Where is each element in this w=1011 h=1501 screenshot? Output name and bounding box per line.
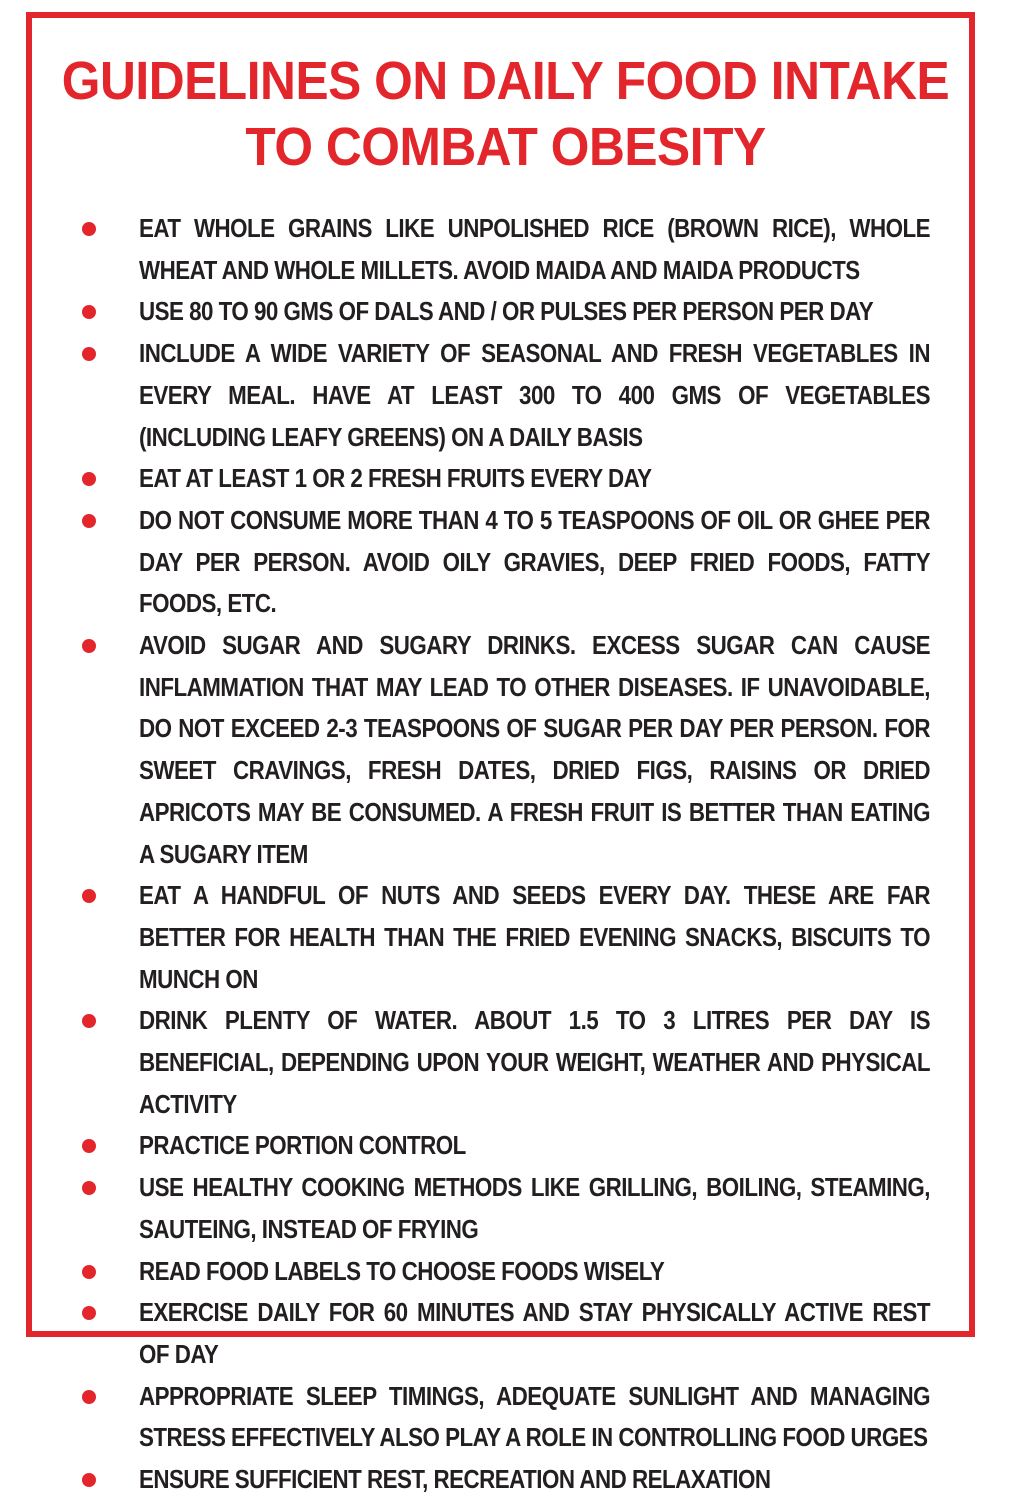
guideline-text: PRACTICE PORTION CONTROL [139, 1130, 466, 1161]
list-item [82, 1459, 930, 1501]
bullet-dot-icon [82, 305, 96, 319]
guidelines-list [82, 208, 930, 1501]
list-item [82, 291, 930, 333]
bullet-dot-icon [82, 1473, 96, 1487]
guideline-text: USE 80 TO 90 GMS OF DALS AND / OR PULSES PER PERSON PER DAY [139, 296, 874, 327]
guideline-text: EAT A HANDFUL OF NUTS AND SEEDS EVERY DAY. THESE ARE FAR BETTER FOR HEALTH THAN THE FRIED EVENING SNACKS, BISCUITS TO MUNCH ON [139, 880, 930, 994]
bullet-dot-icon [82, 1139, 96, 1153]
guideline-text: DO NOT CONSUME MORE THAN 4 TO 5 TEASPOONS OF OIL OR GHEE PER DAY PER PERSON. AVOID OILY GRAVIES, DEEP FRIED FOODS, FATTY FOODS, ETC. [139, 504, 930, 619]
list-item [82, 208, 930, 291]
bullet-dot-icon [82, 472, 96, 486]
bullet-dot-icon [82, 889, 96, 903]
guideline-text: EAT WHOLE GRAINS LIKE UNPOLISHED RICE (BROWN RICE), WHOLE WHEAT AND WHOLE MILLETS. AVOID MAIDA AND MAIDA PRODUCTS [139, 213, 930, 285]
poster-title [40, 48, 970, 180]
bullet-dot-icon [82, 1265, 96, 1279]
guideline-text: APPROPRIATE SLEEP TIMINGS, ADEQUATE SUNLIGHT AND MANAGING STRESS EFFECTIVELY ALSO PLAY A ROLE IN CONTROLLING FOOD URGES [139, 1380, 930, 1453]
bullet-dot-icon [82, 1306, 96, 1320]
guideline-text: DRINK PLENTY OF WATER. ABOUT 1.5 TO 3 LITRES PER DAY IS BENEFICIAL, DEPENDING UPON YOUR WEIGHT, WEATHER AND PHYSICAL ACTIVITY [139, 1005, 930, 1119]
list-item [82, 1251, 930, 1293]
guideline-text: READ FOOD LABELS TO CHOOSE FOODS WISELY [139, 1255, 665, 1286]
bullet-dot-icon [82, 347, 96, 361]
list-item [82, 333, 930, 458]
list-item [82, 1376, 930, 1459]
guideline-text: INCLUDE A WIDE VARIETY OF SEASONAL AND FRESH VEGETABLES IN EVERY MEAL. HAVE AT LEAST 300 TO 400 GMS OF VEGETABLES (INCLUDING LEAFY GREENS) ON A DAILY BASIS [139, 338, 930, 452]
bullet-dot-icon [82, 514, 96, 528]
title-line-2: TO COMBAT OBESITY [245, 117, 766, 177]
bullet-dot-icon [82, 1390, 96, 1404]
bullet-dot-icon [82, 1181, 96, 1195]
bullet-dot-icon [82, 222, 96, 236]
guideline-text: AVOID SUGAR AND SUGARY DRINKS. EXCESS SUGAR CAN CAUSE INFLAMMATION THAT MAY LEAD TO OTHER DISEASES. IF UNAVOIDABLE, DO NOT EXCEED 2-3 TEASPOONS OF SUGAR PER DAY PER PERSON. FOR SWEET CRAVINGS, FRESH DATES, DRIED FIGS, RAISINS OR DRIED APRICOTS MAY BE CONSUMED. A FRESH FRUIT IS BETTER THAN EATING A SUGARY ITEM [139, 630, 930, 869]
guideline-text: EXERCISE DAILY FOR 60 MINUTES AND STAY PHYSICALLY ACTIVE REST OF DAY [139, 1297, 930, 1369]
guideline-text: ENSURE SUFFICIENT REST, RECREATION AND RELAXATION [139, 1464, 771, 1495]
list-item [82, 1000, 930, 1125]
guideline-text: USE HEALTHY COOKING METHODS LIKE GRILLING, BOILING, STEAMING, SAUTEING, INSTEAD OF FRYING [139, 1172, 930, 1244]
list-item [82, 1292, 930, 1375]
list-item [82, 1167, 930, 1250]
list-item [82, 1125, 930, 1167]
bullet-dot-icon [82, 1014, 96, 1028]
list-item [82, 625, 930, 875]
list-item [82, 875, 930, 1000]
list-item [82, 458, 930, 500]
guideline-text: EAT AT LEAST 1 OR 2 FRESH FRUITS EVERY DAY [139, 463, 652, 494]
bullet-dot-icon [82, 639, 96, 653]
list-item [82, 500, 930, 625]
title-line-1: GUIDELINES ON DAILY FOOD INTAKE [61, 51, 950, 111]
